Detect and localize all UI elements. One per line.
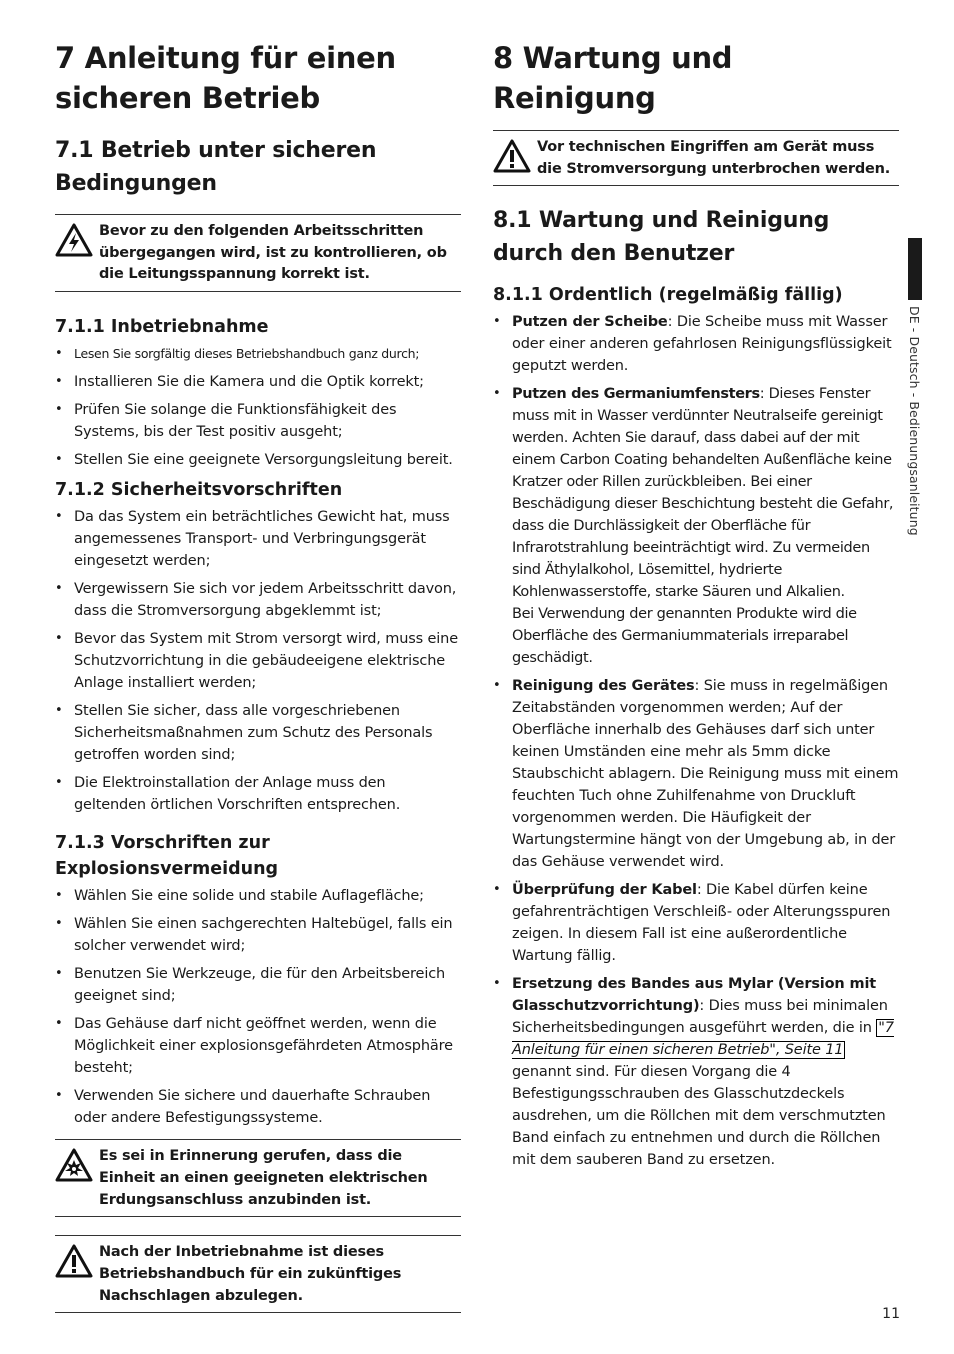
item-text: : Dieses Fenster muss mit in Wasser verdünnter Neutralseife gereinigt werden. Achten Sie darauf, dass dabei auf der mit einem Carbon Coating behandelten Außenfläche keine Kratzer oder Rillen zurückbleiben. Bei einer Beschädigung dieser Beschichtung besteht die Gefahr, dass die Durchlässigkeit der Oberfläche für Infrarotstrahlung beeinträchtigt wird. Zu vermeiden sind Äthylalkohol, Lösemittel, hydrierte Kohlenwasserstoffe, starke Säuren und Alkalien. bbox=[512, 386, 894, 601]
warning-voltage-text: Bevor zu den folgenden Arbeitsschritten übergegangen wird, ist zu kontrollieren, ob die Leitungsspannung korrekt ist. bbox=[99, 223, 447, 283]
warning-voltage bbox=[55, 214, 461, 292]
page-number: 11 bbox=[882, 1306, 900, 1322]
list-item: • Bevor das System mit Strom versorgt wird, muss eine Schutzvorrichtung in die gebäudeeigene elektrische Anlage installiert werden; bbox=[55, 628, 461, 694]
item-text: : Die Kabel dürfen keine gefahrenträchtigen Verschleiß- oder Alterungsspuren zeigen. In diesem Fall ist eine außerordentliche Wartung fällig. bbox=[512, 882, 891, 965]
high-voltage-warning-icon bbox=[55, 221, 99, 261]
item-text: : Dies muss bei minimalen Sicherheitsbedingungen ausgeführt werden, die in bbox=[512, 998, 888, 1037]
list-item: • Verwenden Sie sichere und dauerhafte Schrauben oder andere Befestigungssysteme. bbox=[55, 1085, 461, 1129]
section-7-1-1-heading: 7.1.1 Inbetriebnahme bbox=[55, 317, 269, 338]
section-7-1-2-heading: 7.1.2 Sicherheitsvorschriften bbox=[55, 480, 343, 501]
sicherheit-list bbox=[55, 506, 461, 816]
list-item: • Stellen Sie eine geeignete Versorgungsleitung bereit. bbox=[55, 449, 461, 471]
item-text-continued: genannt sind. Für diesen Vorgang die 4 Befestigungsschrauben des Glasschutzdeckels ausdrehen, um die Röllchen mit dem verschmutzten Band einfach zu entnehmen und durch die Röllchen mit dem sauberen Band zu ersetzen. bbox=[512, 1064, 886, 1169]
item-text: : Sie muss in regelmäßigen Zeitabständen vorgenommen werden; Auf der Oberfläche innerhalb des Gehäuses darf sich unter keinen Umständen eine mehr als 5mm dicke Staubschicht ablagern. Die Reinigung muss mit einem feuchten Tuch ohne Zuhilfenahme von Druckluft vorgenommen werden. Die Häufigkeit der Wartungstermine hängt von der Umgebung ab, in der das Gehäuse verwendet wird. bbox=[512, 678, 899, 871]
caution-warning-icon bbox=[493, 137, 537, 177]
section-7-1-3-heading: 7.1.3 Vorschriften zur Explosionsvermeidung bbox=[55, 833, 279, 880]
section-7-heading: 7 Anleitung für einen sicheren Betrieb bbox=[55, 41, 396, 115]
left-column bbox=[55, 38, 461, 1313]
warning-grounding-text: Es sei in Erinnerung gerufen, dass die Einheit an einen geeigneten elektrischen Erdungsanschluss anzubinden ist. bbox=[99, 1148, 428, 1208]
section-8-1-1-heading: 8.1.1 Ordentlich (regelmäßig fällig) bbox=[493, 285, 843, 306]
list-item: • Benutzen Sie Werkzeuge, die für den Arbeitsbereich geeignet sind; bbox=[55, 963, 461, 1007]
item-title: Überprüfung der Kabel bbox=[512, 882, 697, 899]
warning-power bbox=[493, 130, 899, 186]
warning-power-text: Vor technischen Eingriffen am Gerät muss die Stromversorgung unterbrochen werden. bbox=[537, 139, 891, 177]
warning-keep-manual bbox=[55, 1235, 461, 1313]
item-title: Putzen des Germaniumfensters bbox=[512, 386, 760, 403]
explosion-warning-icon bbox=[55, 1146, 99, 1186]
section-8-heading: 8 Wartung und Reinigung bbox=[493, 41, 733, 115]
side-label bbox=[906, 306, 924, 556]
right-column bbox=[493, 38, 899, 1177]
list-item bbox=[493, 675, 899, 873]
section-7-1-heading: 7.1 Betrieb unter sicheren Bedingungen bbox=[55, 138, 377, 196]
explosion-list bbox=[55, 885, 461, 1129]
list-item: • Da das System ein beträchtliches Gewicht hat, muss angemessenes Transport- und Verbringungsgerät eingesetzt werden; bbox=[55, 506, 461, 572]
item-text: : Die Scheibe muss mit Wasser oder einer anderen gefahrlosen Reinigungsflüssigkeit geputzt werden. bbox=[512, 314, 892, 375]
warning-grounding bbox=[55, 1139, 461, 1217]
section-8-1-heading: 8.1 Wartung und Reinigung durch den Benutzer bbox=[493, 208, 830, 267]
list-item: • Stellen Sie sicher, dass alle vorgeschriebenen Sicherheitsmaßnahmen zum Schutz des Personals getroffen worden sind; bbox=[55, 700, 461, 766]
item-title: Putzen der Scheibe bbox=[512, 314, 668, 331]
item-text-continued: Bei Verwendung der genannten Produkte wird die Oberfläche des Germaniummaterials irreparabel geschädigt. bbox=[512, 606, 857, 667]
list-item bbox=[493, 311, 899, 377]
list-item: • Lesen Sie sorgfältig dieses Betriebshandbuch ganz durch; bbox=[55, 343, 461, 365]
side-label-text: DE - Deutsch - Bedienungsanleitung bbox=[907, 306, 922, 536]
cross-reference-link[interactable]: "7 Anleitung für einen sicheren Betrieb", Seite 11 bbox=[512, 1020, 894, 1059]
list-item: • Die Elektroinstallation der Anlage muss den geltenden örtlichen Vorschriften entsprechen. bbox=[55, 772, 461, 816]
list-item: • Wählen Sie eine solide und stabile Auflagefläche; bbox=[55, 885, 461, 907]
list-item: • Installieren Sie die Kamera und die Optik korrekt; bbox=[55, 371, 461, 393]
warning-keep-manual-text: Nach der Inbetriebnahme ist dieses Betriebshandbuch für ein zukünftiges Nachschlagen abzulegen. bbox=[99, 1244, 402, 1304]
maintenance-list bbox=[493, 311, 899, 1171]
list-item bbox=[493, 879, 899, 967]
list-item: • Prüfen Sie solange die Funktionsfähigkeit des Systems, bis der Test positiv ausgeht; bbox=[55, 399, 461, 443]
item-title: Ersetzung des Bandes aus Mylar (Version mit Glasschutzvorrichtung) bbox=[512, 976, 877, 1015]
list-item: • Vergewissern Sie sich vor jedem Arbeitsschritt davon, dass die Stromversorgung abgeklemmt ist; bbox=[55, 578, 461, 622]
side-tab-marker bbox=[908, 238, 922, 300]
caution-warning-icon bbox=[55, 1242, 99, 1282]
inbetriebnahme-list bbox=[55, 343, 461, 471]
list-item: • Das Gehäuse darf nicht geöffnet werden, wenn die Möglichkeit einer explosionsgefährdeten Atmosphäre besteht; bbox=[55, 1013, 461, 1079]
list-item: • Wählen Sie einen sachgerechten Haltebügel, falls ein solcher verwendet wird; bbox=[55, 913, 461, 957]
item-title: Reinigung des Gerätes bbox=[512, 678, 695, 695]
list-item bbox=[493, 973, 899, 1171]
list-item bbox=[493, 383, 899, 669]
